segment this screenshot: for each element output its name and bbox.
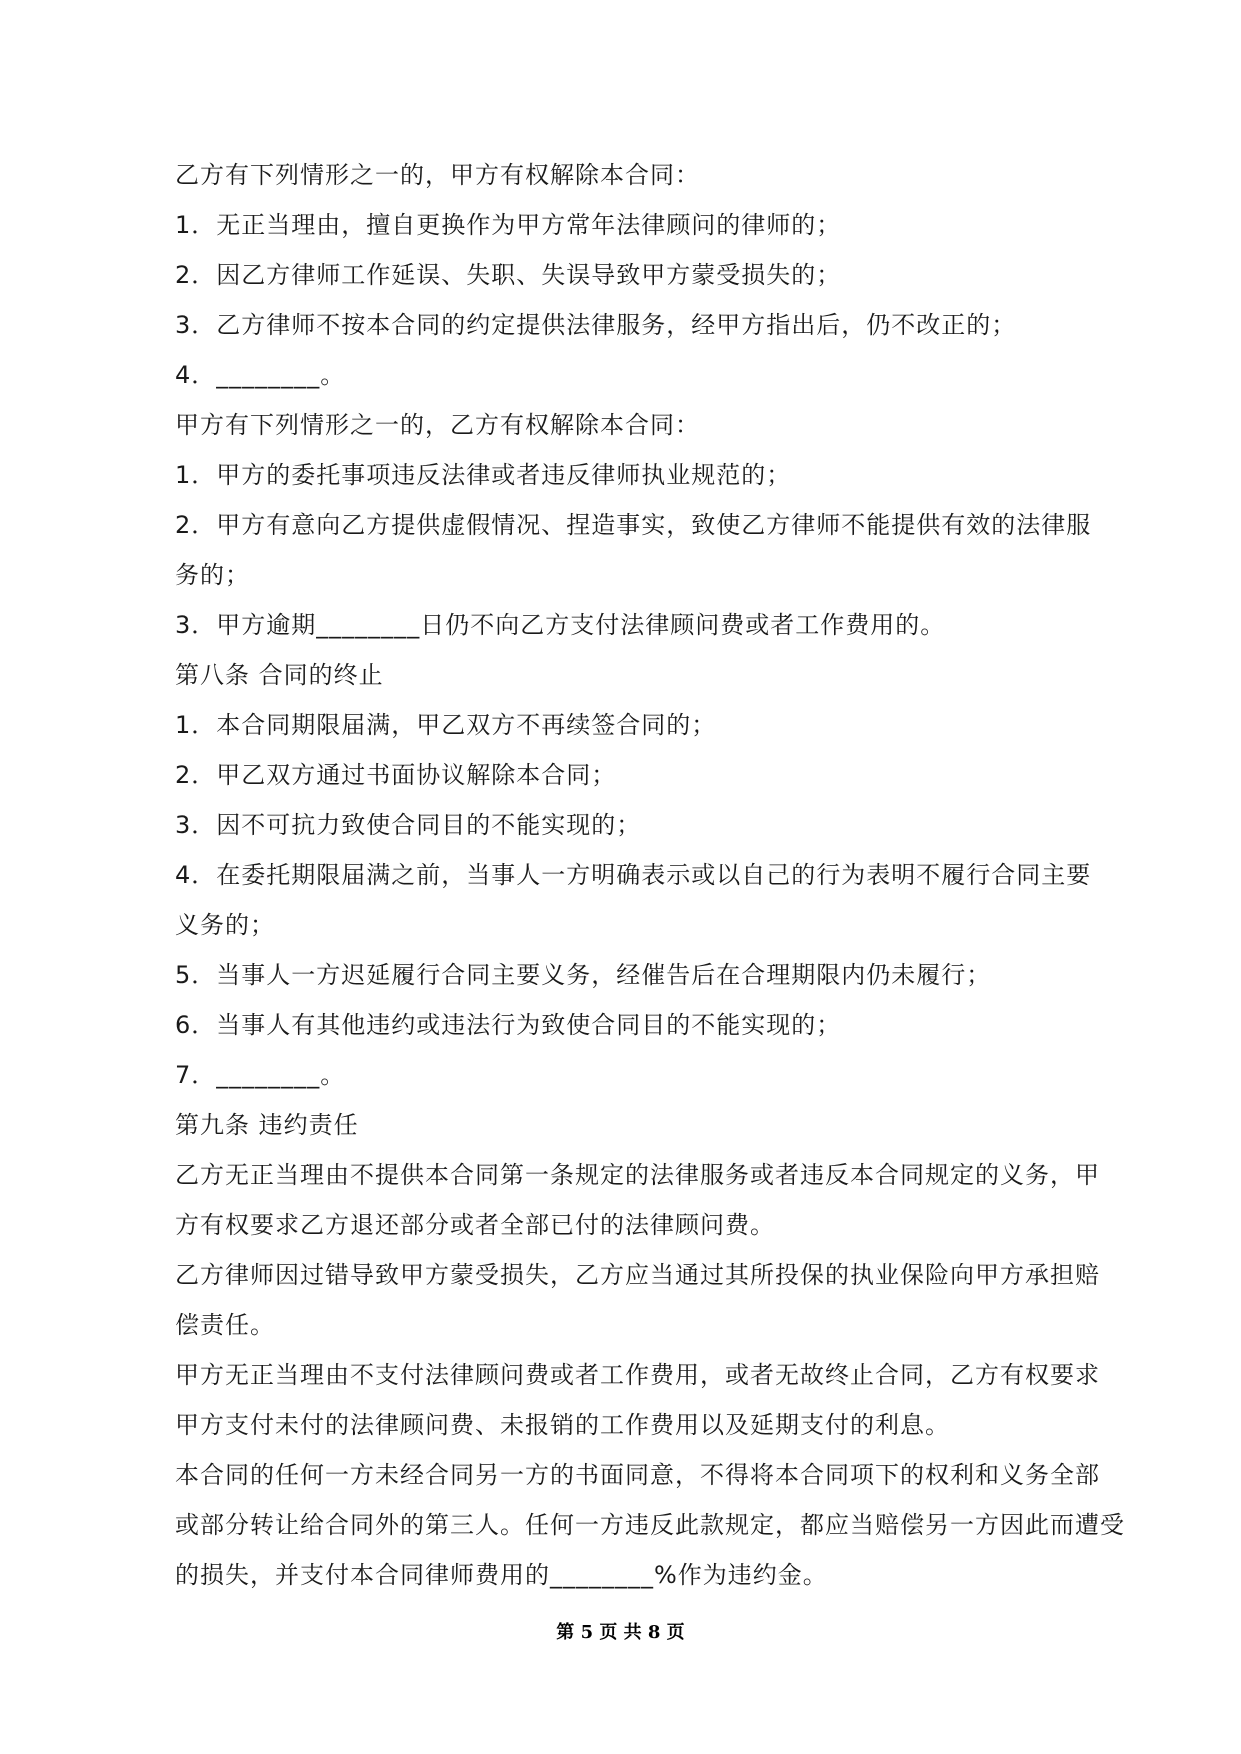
text-line: 4．________。 (175, 361, 346, 389)
text-line: 2．甲方有意向乙方提供虚假情况、捏造事实，致使乙方律师不能提供有效的法律服 (175, 511, 1092, 539)
text-line: 5．当事人一方迟延履行合同主要义务，经催告后在合理期限内仍未履行； (175, 961, 992, 989)
text-line: 6．当事人有其他违约或违法行为致使合同目的不能实现的； (175, 1011, 842, 1039)
text-line: 1．无正当理由，擅自更换作为甲方常年法律顾问的律师的； (175, 211, 842, 239)
page-number-footer: 第 5 页 共 8 页 (556, 1622, 685, 1643)
text-line: 7．________。 (175, 1061, 346, 1089)
text-line: 3．甲方逾期________日仍不向乙方支付法律顾问费或者工作费用的。 (175, 611, 946, 639)
text-line: 4．在委托期限届满之前，当事人一方明确表示或以自己的行为表明不履行合同主要 (175, 861, 1092, 889)
text-line: 2．因乙方律师工作延误、失职、失误导致甲方蒙受损失的； (175, 261, 842, 289)
section-heading: 第八条 合同的终止 (175, 661, 384, 689)
text-line: 甲方无正当理由不支付法律顾问费或者工作费用，或者无故终止合同，乙方有权要求 (175, 1361, 1100, 1389)
text-line: 3．因不可抗力致使合同目的不能实现的； (175, 811, 642, 839)
text-line: 1．本合同期限届满，甲乙双方不再续签合同的； (175, 711, 717, 739)
text-line: 1．甲方的委托事项违反法律或者违反律师执业规范的； (175, 461, 792, 489)
text-line: 乙方无正当理由不提供本合同第一条规定的法律服务或者违反本合同规定的义务，甲 (175, 1161, 1100, 1189)
text-line: 务的； (175, 561, 250, 589)
text-line: 的损失，并支付本合同律师费用的________%作为违约金。 (175, 1561, 828, 1589)
text-line: 义务的； (175, 911, 275, 939)
text-line: 甲方有下列情形之一的，乙方有权解除本合同： (175, 411, 700, 439)
text-line: 甲方支付未付的法律顾问费、未报销的工作费用以及延期支付的利息。 (175, 1411, 950, 1439)
text-line: 本合同的任何一方未经合同另一方的书面同意，不得将本合同项下的权利和义务全部 (175, 1461, 1100, 1489)
text-line: 2．甲乙双方通过书面协议解除本合同； (175, 761, 617, 789)
text-line: 方有权要求乙方退还部分或者全部已付的法律顾问费。 (175, 1211, 775, 1239)
text-line: 偿责任。 (175, 1311, 275, 1339)
text-line: 乙方有下列情形之一的，甲方有权解除本合同： (175, 161, 700, 189)
section-heading: 第九条 违约责任 (175, 1111, 359, 1139)
text-line: 3．乙方律师不按本合同的约定提供法律服务，经甲方指出后，仍不改正的； (175, 311, 1017, 339)
text-line: 或部分转让给合同外的第三人。任何一方违反此款规定，都应当赔偿另一方因此而遭受 (175, 1511, 1125, 1539)
document-body (175, 150, 1125, 1600)
text-line: 乙方律师因过错导致甲方蒙受损失，乙方应当通过其所投保的执业保险向甲方承担赔 (175, 1261, 1100, 1289)
